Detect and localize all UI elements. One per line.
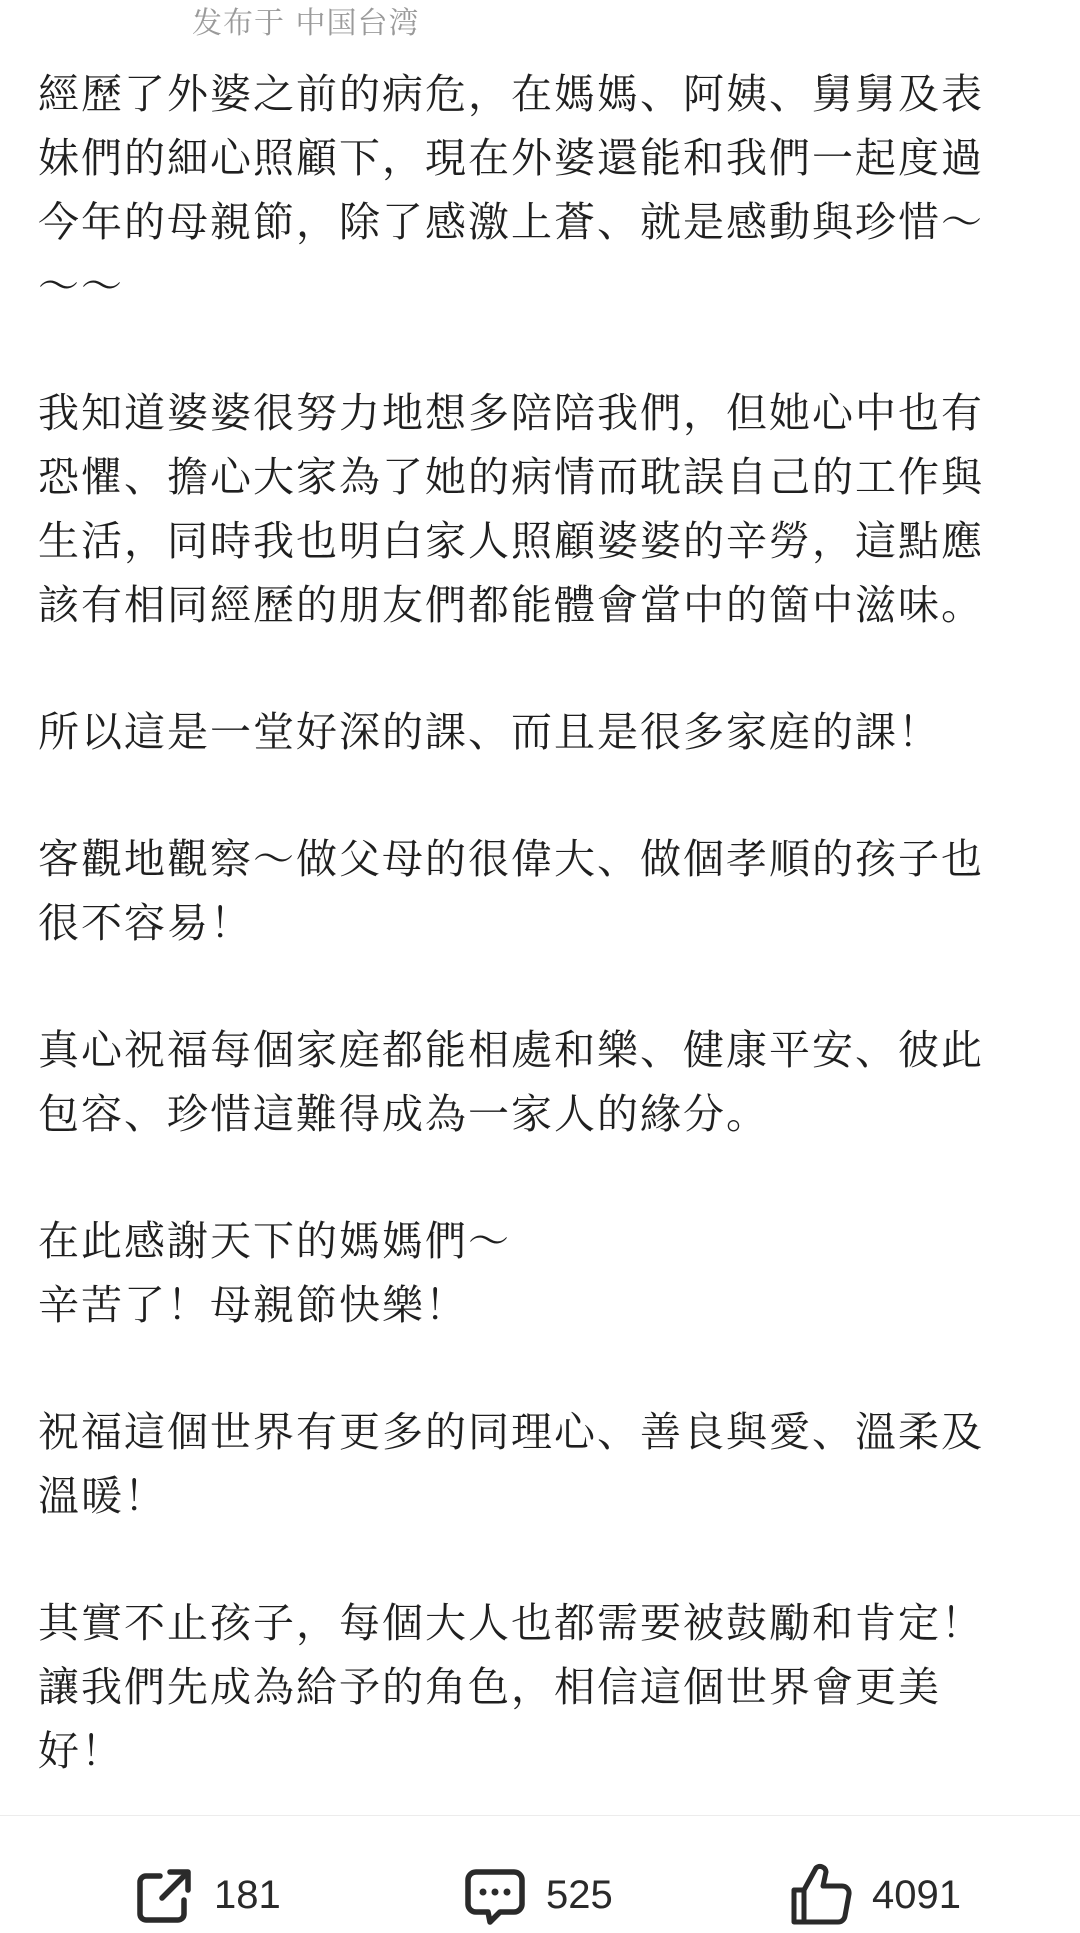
like-button[interactable] <box>786 1860 961 1930</box>
post-paragraph-4: 客觀地觀察～做父母的很偉大、做個孝順的孩子也 很不容易！ <box>38 835 984 947</box>
thumbs-up-icon <box>786 1860 856 1930</box>
share-button[interactable] <box>128 1860 281 1930</box>
share-icon <box>128 1860 198 1930</box>
post-location: 发布于 中国台湾 <box>192 6 420 41</box>
post-paragraph-6: 在此感謝天下的媽媽們～ 辛苦了！母親節快樂！ <box>38 1217 511 1329</box>
post-paragraph-1: 經歷了外婆之前的病危，在媽媽、阿姨、舅舅及表 妹們的細心照顧下，現在外婆還能和我們一起度過 今年的母親節，除了感激上蒼、就是感動與珍惜～ ～～ <box>38 70 984 310</box>
post-paragraph-7: 祝福這個世界有更多的同理心、善良與愛、溫柔及 溫暖！ <box>38 1408 984 1520</box>
post-paragraph-3: 所以這是一堂好深的課、而且是很多家庭的課！ <box>38 708 941 756</box>
share-count: 181 <box>214 1872 281 1917</box>
comment-count: 525 <box>546 1872 613 1917</box>
action-bar <box>0 1816 1080 1933</box>
like-count: 4091 <box>872 1872 961 1917</box>
post-paragraph-5: 真心祝福每個家庭都能相處和樂、健康平安、彼此 包容、珍惜這難得成為一家人的緣分。 <box>38 1026 984 1138</box>
post-paragraph-2: 我知道婆婆很努力地想多陪陪我們，但她心中也有 恐懼、擔心大家為了她的病情而耽誤自己的工作與 生活，同時我也明白家人照顧婆婆的辛勞，這點應 該有相同經歷的朋友們都能體會當中的箇中滋味。 <box>38 389 984 629</box>
post-body <box>38 62 1038 1846</box>
comment-icon <box>460 1860 530 1930</box>
comment-button[interactable] <box>460 1860 613 1930</box>
post-paragraph-8: 其實不止孩子，每個大人也都需要被鼓勵和肯定！ 讓我們先成為給予的角色，相信這個世界會更美 好！ <box>38 1599 984 1775</box>
